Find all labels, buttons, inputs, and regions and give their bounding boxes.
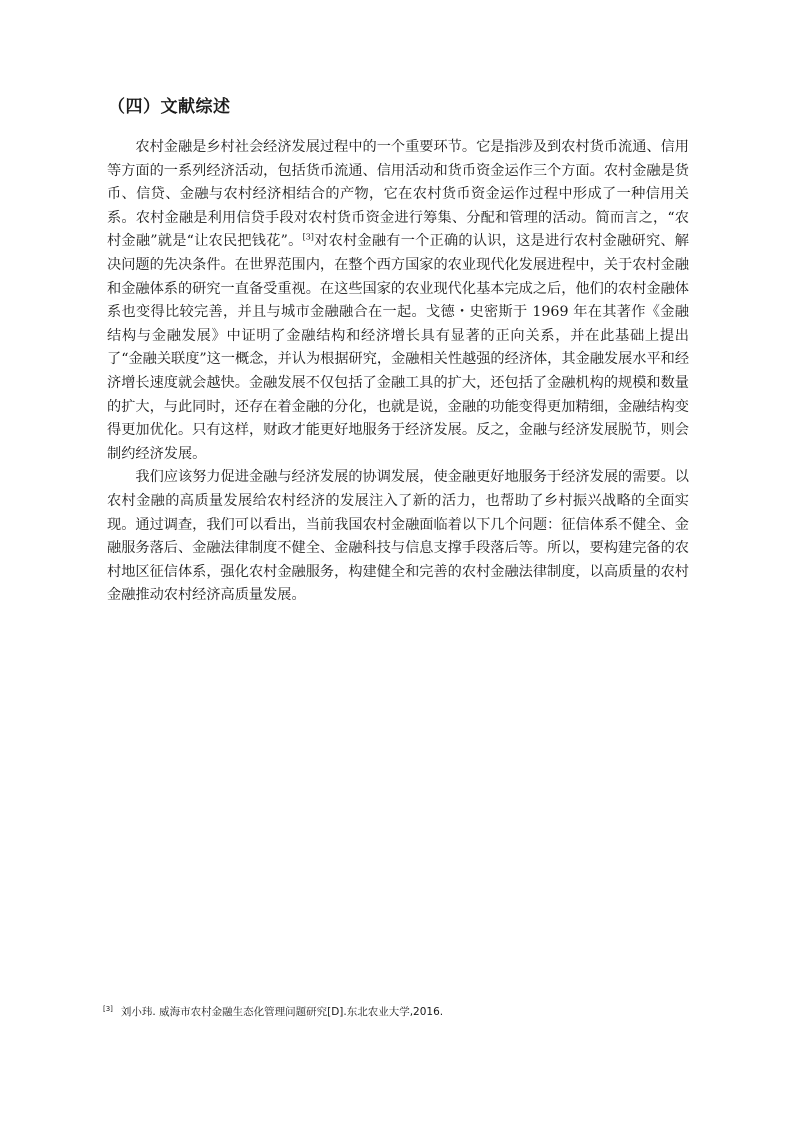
section-heading: （四）文献综述 [108,97,231,117]
footnote-mark: [3] [103,1004,113,1013]
footnote [103,1004,443,1019]
paragraph-1-before-ref: 农村金融是乡村社会经济发展过程中的一个重要环节。它是指涉及到农村货币流通、信用等方面的一系列经济活动，包括货币流通、信用活动和货币资金运作三个方面。农村金融是货币、信贷、金融与农村经济相结合的产物，它在农村货币资金运作过程中形成了一种信用关系。农村金融是利用信贷手段对农村货币资金进行筹集、分配和管理的活动。简而言之，“农村金融”就是“让农民把钱花”。 [107,139,689,250]
paragraph-1-after-ref: 对农村金融有一个正确的认识，这是进行农村金融研究、解决问题的先决条件。在世界范围内，在整个西方国家的农业现代化发展进程中，关于农村金融和金融体系的研究一直备受重视。在这些国家的农业现代化基本完成之后，他们的农村金融体系也变得比较完善，并且与城市金融融合在一起。戈德・史密斯于 1969 年在其著作《金融结构与金融发展》中证明了金融结构和经济增长具有显著的正向关系，并在此基础上提出了“金融关联度”这一概念，并认为根据研究，金融相关性越强的经济体，其金融发展水平和经济增长速度就会越快。金融发展不仅包括了金融工具的扩大，还包括了金融机构的规模和数量的扩大，与此同时，还存在着金融的分化，也就是说，金融的功能变得更加精细，金融结构变得更加优化。只有这样，财政才能更好地服务于经济发展。反之，金融与经济发展脱节，则会制约经济发展。 [107,233,690,462]
paragraph-1 [107,136,689,466]
body-text [107,136,689,608]
reference-mark: [3] [302,232,314,242]
footnote-text: 刘小玮. 威海市农村金融生态化管理问题研究[D].东北农业大学,2016. [120,1006,444,1018]
paragraph-2: 我们应该努力促进金融与经济发展的协调发展，使金融更好地服务于经济发展的需要。以农村金融的高质量发展给农村经济的发展注入了新的活力，也帮助了乡村振兴战略的全面实现。通过调查，我们可以看出，当前我国农村金融面临着以下几个问题：征信体系不健全、金融服务落后、金融法律制度不健全、金融科技与信息支撑手段落后等。所以，要构建完备的农村地区征信体系，强化农村金融服务，构建健全和完善的农村金融法律制度，以高质量的农村金融推动农村经济高质量发展。 [107,469,689,604]
